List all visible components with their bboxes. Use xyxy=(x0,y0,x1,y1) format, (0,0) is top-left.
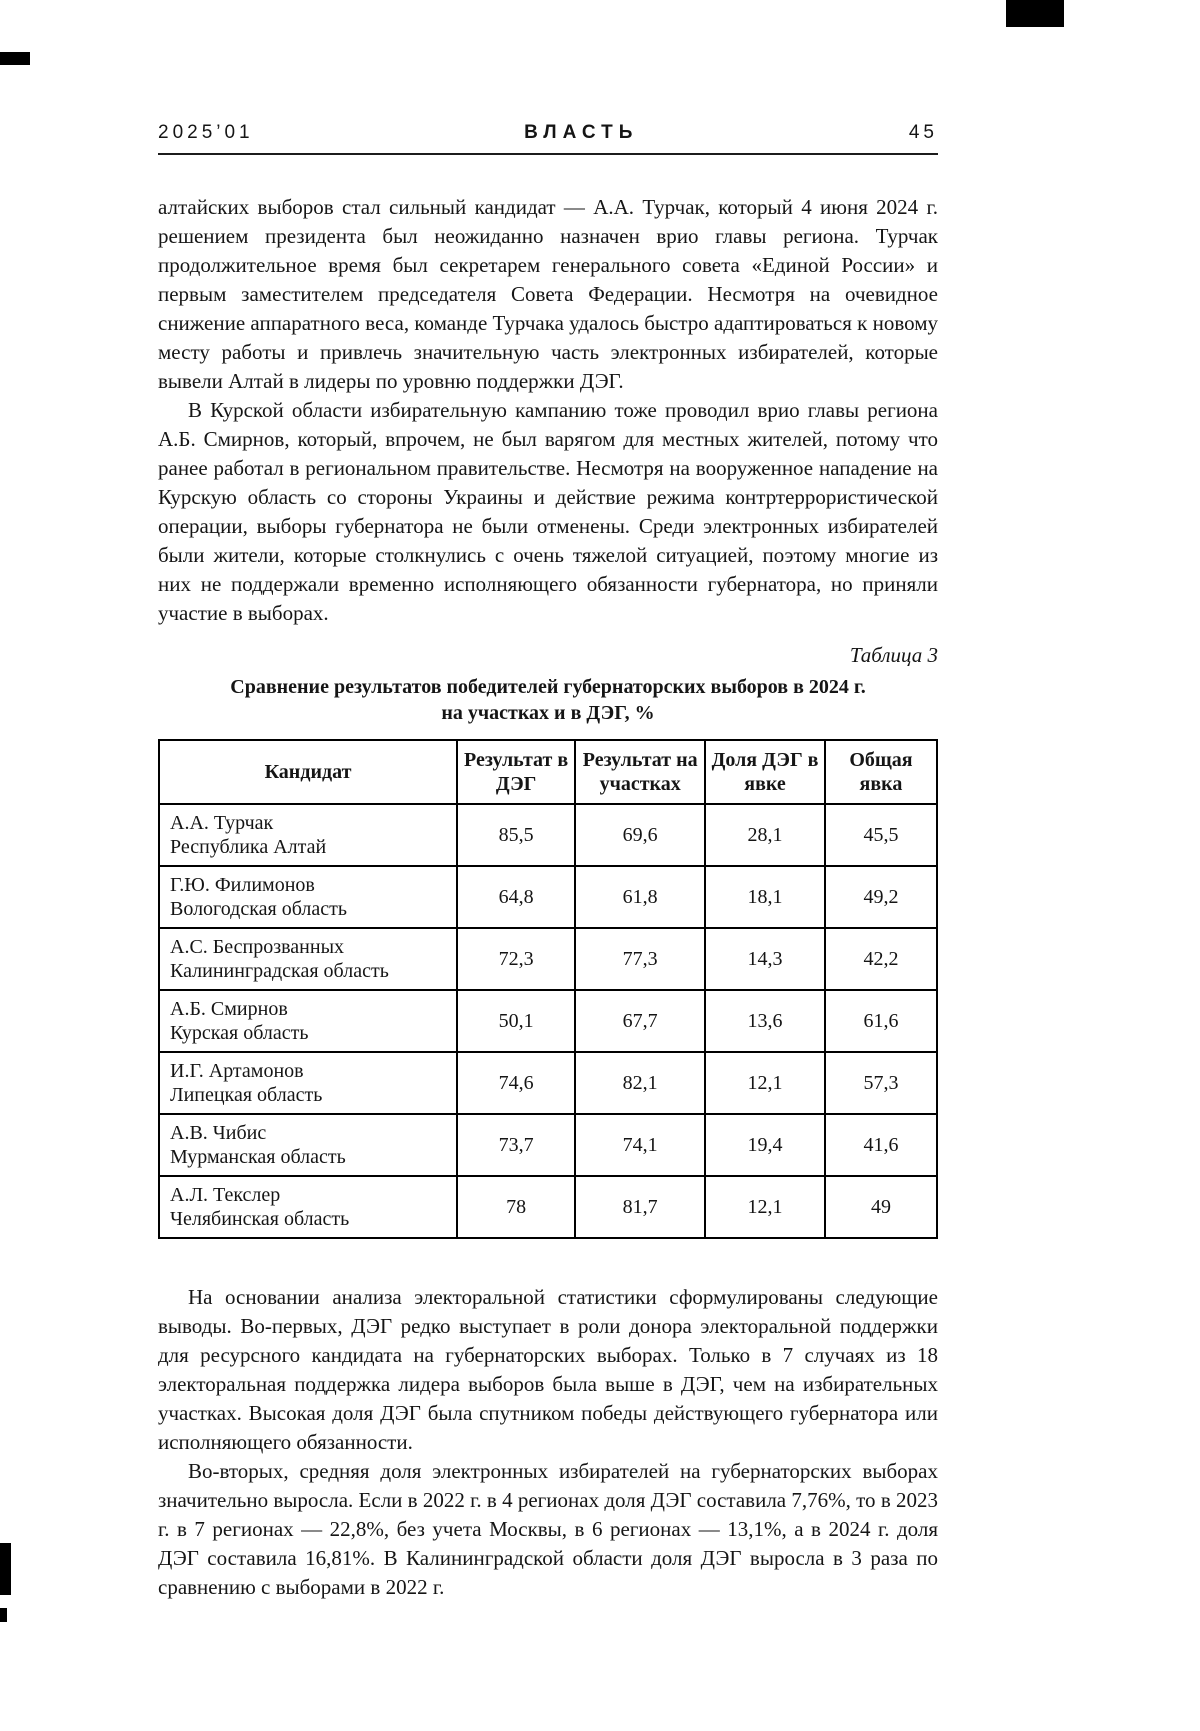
candidate-region: Вологодская область xyxy=(170,898,348,920)
candidate-name: А.А. Турчак xyxy=(170,812,274,834)
table-row xyxy=(159,866,937,928)
candidate-region: Республика Алтай xyxy=(170,836,327,858)
value-cell: 73,7 xyxy=(457,1114,575,1176)
value-cell: 61,8 xyxy=(575,866,705,928)
col-header-deg-result: Результат в ДЭГ xyxy=(457,740,575,804)
candidate-region: Курская область xyxy=(170,1022,309,1044)
page-number: 45 xyxy=(908,122,938,143)
scan-artifact-left-bottom xyxy=(0,1543,11,1595)
value-cell: 19,4 xyxy=(705,1114,825,1176)
value-cell: 18,1 xyxy=(705,866,825,928)
running-header xyxy=(158,122,938,144)
table-row xyxy=(159,1114,937,1176)
value-cell: 49 xyxy=(825,1176,937,1238)
candidate-cell xyxy=(159,928,457,990)
body-text-top xyxy=(158,193,938,628)
value-cell: 14,3 xyxy=(705,928,825,990)
value-cell: 13,6 xyxy=(705,990,825,1052)
candidate-name: А.Л. Текслер xyxy=(170,1184,281,1206)
table-row xyxy=(159,1052,937,1114)
value-cell: 77,3 xyxy=(575,928,705,990)
journal-title: ВЛАСТЬ xyxy=(524,122,639,143)
table-label: Таблица 3 xyxy=(849,643,938,667)
candidate-name: Г.Ю. Филимонов xyxy=(170,874,315,896)
candidate-cell xyxy=(159,1114,457,1176)
table-title-line1: Сравнение результатов победителей губернаторских выборов в 2024 г. xyxy=(230,676,866,698)
candidate-name: А.В. Чибис xyxy=(170,1122,267,1144)
value-cell: 45,5 xyxy=(825,804,937,866)
col-header-deg-share: Доля ДЭГ в явке xyxy=(705,740,825,804)
journal-page xyxy=(158,122,938,1602)
table-row xyxy=(159,928,937,990)
candidate-region: Мурманская область xyxy=(170,1146,346,1168)
value-cell: 61,6 xyxy=(825,990,937,1052)
table-header-row xyxy=(159,740,937,804)
paragraph: алтайских выборов стал сильный кандидат — А.А. Турчак, который 4 июня 2024 г. решением президента был неожиданно назначен врио главы региона. Турчак продолжительное время был секретарем генерального совета «Единой России» и первым заместителем председателя Совета Федерации. Несмотря на очевидное снижение аппаратного веса, команде Турчака удалось быстро адаптироваться к новому месту работы и привлечь значительную часть электронных избирателей, которые вывели Алтай в лидеры по уровню поддержки ДЭГ. xyxy=(158,195,938,393)
table-title-line2: на участках и в ДЭГ, % xyxy=(441,702,655,724)
issue-number: 2025’01 xyxy=(158,122,254,143)
value-cell: 12,1 xyxy=(705,1052,825,1114)
candidate-cell xyxy=(159,1176,457,1238)
value-cell: 72,3 xyxy=(457,928,575,990)
value-cell: 28,1 xyxy=(705,804,825,866)
body-text-bottom xyxy=(158,1283,938,1602)
results-table xyxy=(158,739,938,1239)
table-row xyxy=(159,990,937,1052)
value-cell: 50,1 xyxy=(457,990,575,1052)
value-cell: 67,7 xyxy=(575,990,705,1052)
value-cell: 82,1 xyxy=(575,1052,705,1114)
candidate-name: А.Б. Смирнов xyxy=(170,998,288,1020)
value-cell: 74,1 xyxy=(575,1114,705,1176)
col-header-turnout: Общая явка xyxy=(825,740,937,804)
table-row xyxy=(159,1176,937,1238)
paragraph: В Курской области избирательную кампанию тоже проводил врио главы региона А.Б. Смирнов, который, впрочем, не был варягом для местных жителей, потому что ранее работал в региональном правительстве. Несмотря на вооруженное нападение на Курскую область со стороны Украины и действие режима контртеррористической операции, выборы губернатора не были отменены. Среди электронных избирателей были жители, которые столкнулись с очень тяжелой ситуацией, поэтому многие из них не поддержали временно исполняющего обязанности губернатора, но приняли участие в выборах. xyxy=(158,398,938,625)
value-cell: 81,7 xyxy=(575,1176,705,1238)
value-cell: 64,8 xyxy=(457,866,575,928)
value-cell: 85,5 xyxy=(457,804,575,866)
candidate-region: Калининградская область xyxy=(170,960,389,982)
scan-artifact-left-bottom-small xyxy=(0,1608,7,1622)
table-title xyxy=(158,674,938,726)
value-cell: 69,6 xyxy=(575,804,705,866)
value-cell: 49,2 xyxy=(825,866,937,928)
value-cell: 12,1 xyxy=(705,1176,825,1238)
value-cell: 57,3 xyxy=(825,1052,937,1114)
candidate-region: Челябинская область xyxy=(170,1208,350,1230)
candidate-name: А.С. Беспрозванных xyxy=(170,936,345,958)
col-header-candidate: Кандидат xyxy=(159,740,457,804)
candidate-cell xyxy=(159,990,457,1052)
paragraph: Во-вторых, средняя доля электронных избирателей на губернаторских выборах значительно выросла. Если в 2022 г. в 4 регионах доля ДЭГ составила 7,76%, то в 2023 г. в 7 регионах — 22,8%, без учета Москвы, в 6 регионах — 13,1%, а в 2024 г. доля ДЭГ составила 16,81%. В Калининградской области доля ДЭГ выросла в 3 раза по сравнению с выборами в 2022 г. xyxy=(158,1459,938,1599)
scan-artifact-corner xyxy=(1006,0,1064,27)
value-cell: 74,6 xyxy=(457,1052,575,1114)
col-header-precinct-result: Результат на участках xyxy=(575,740,705,804)
candidate-cell xyxy=(159,804,457,866)
value-cell: 78 xyxy=(457,1176,575,1238)
candidate-region: Липецкая область xyxy=(170,1084,323,1106)
candidate-cell xyxy=(159,1052,457,1114)
value-cell: 42,2 xyxy=(825,928,937,990)
paragraph: На основании анализа электоральной статистики сформулированы следующие выводы. Во-первых, ДЭГ редко выступает в роли донора электоральной поддержки для ресурсного кандидата на губернаторских выборах. Только в 7 случаях из 18 электоральная поддержка лидера выборов была выше в ДЭГ, чем на избирательных участках. Высокая доля ДЭГ была спутником победы действующего губернатора или исполняющего обязанности. xyxy=(158,1285,938,1454)
candidate-cell xyxy=(159,866,457,928)
header-rule xyxy=(158,153,938,155)
candidate-name: И.Г. Артамонов xyxy=(170,1060,304,1082)
table-row xyxy=(159,804,937,866)
value-cell: 41,6 xyxy=(825,1114,937,1176)
scan-artifact-left-top xyxy=(0,52,30,65)
